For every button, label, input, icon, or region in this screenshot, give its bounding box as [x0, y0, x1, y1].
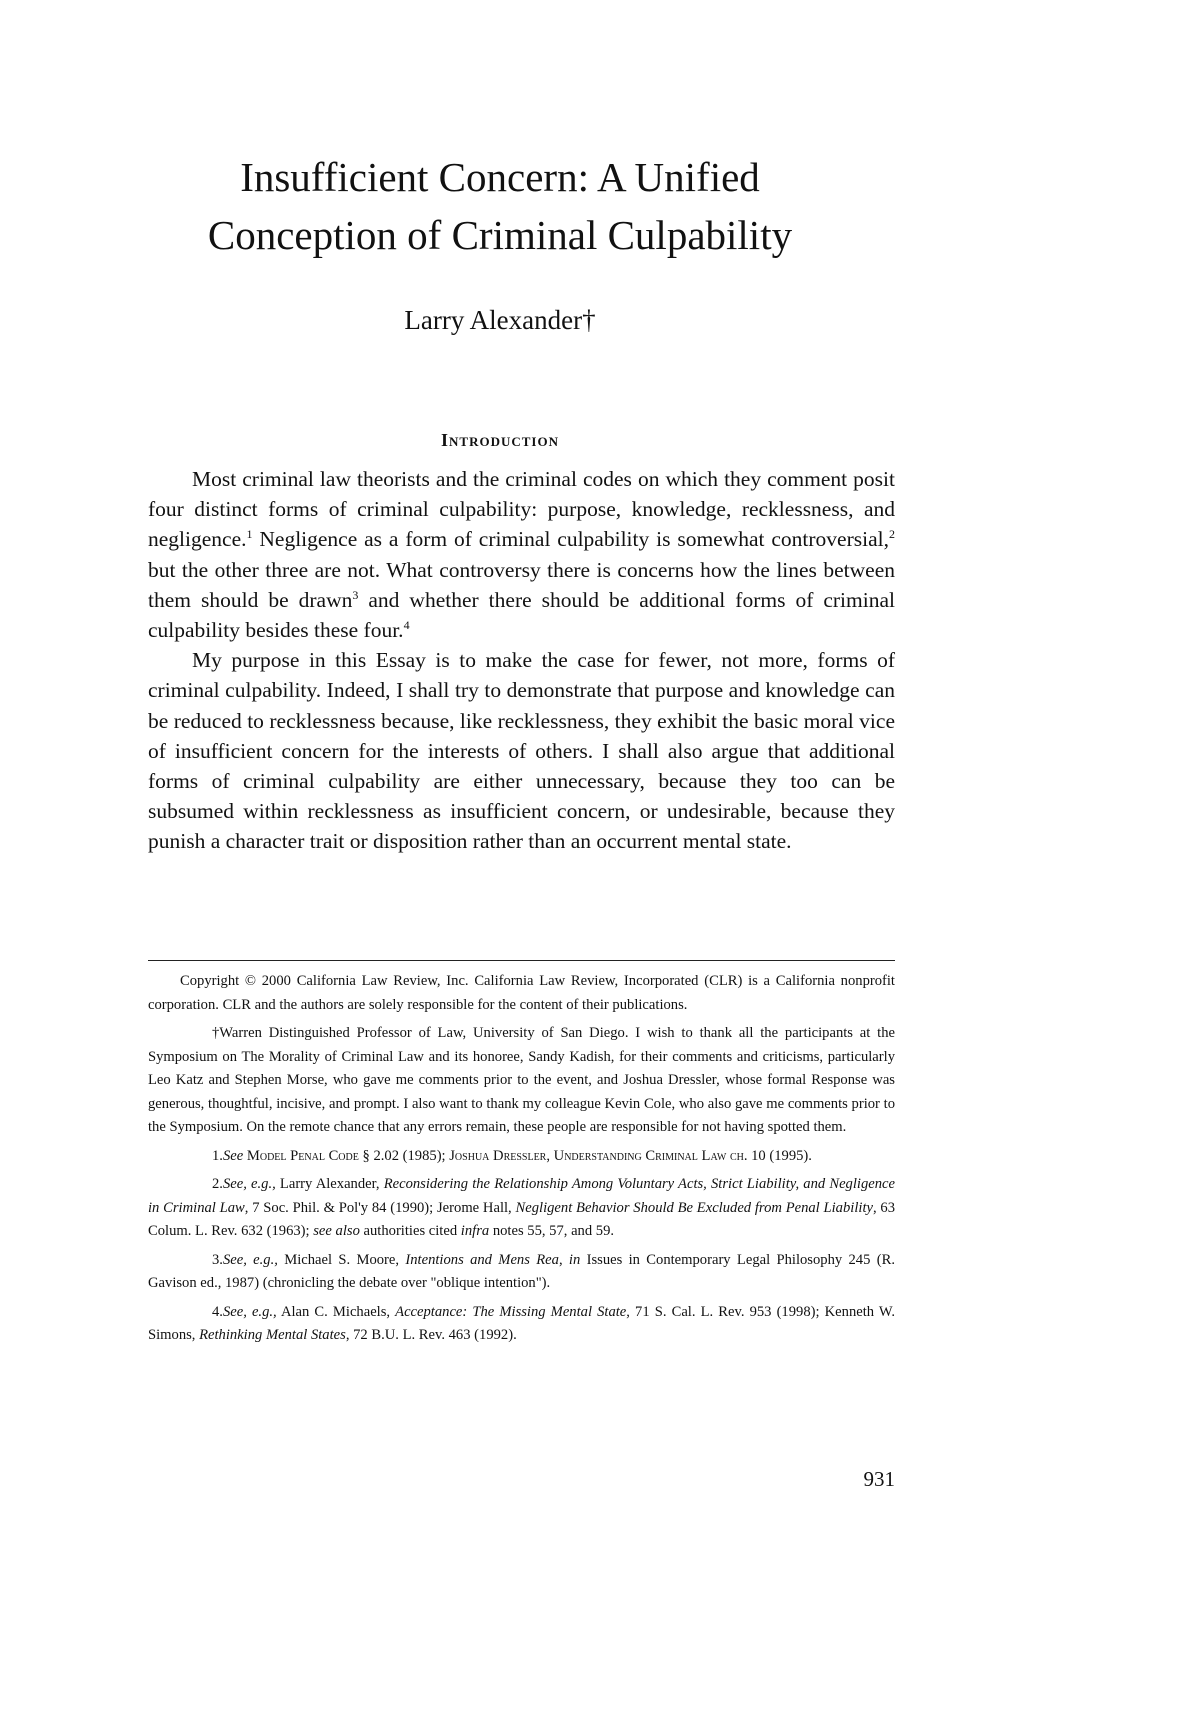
footnote-ref-4: 4 — [403, 617, 410, 632]
footnote-dagger — [148, 1022, 895, 1140]
footnote-ref-1: 1 — [246, 527, 253, 542]
author-byline — [100, 303, 900, 337]
footnote-1-number: 1. — [212, 1147, 223, 1164]
footnote-4-title-1: Acceptance: The Missing Mental State — [395, 1303, 627, 1320]
footnote-1-signal: See — [222, 1147, 244, 1164]
footnote-2-title-1: Reconsidering the Relationship Among Voluntary Acts, Strict Liability, and Negligence in Criminal Law — [148, 1176, 895, 1216]
footnote-2-text-i: notes 55, 57, and 59. — [489, 1223, 615, 1239]
footnote-2-signal: See, e.g., — [222, 1176, 276, 1192]
body-paragraph-2: My purpose in this Essay is to make the case for fewer, not more, forms of criminal culpability. Indeed, I shall try to demonstrate that purpose and knowledge can be reduced to recklessness because, like recklessness, they exhibit the basic moral vice of insufficient concern for the interests of others. I shall also argue that additional forms of criminal culpability are either unnecessary, because they too can be subsumed within recklessness as insufficient concern, or undesirable, because they punish a character trait or disposition rather than an occurrent mental state. — [148, 648, 895, 854]
section-heading-introduction: Introduction — [441, 430, 559, 450]
footnote-copyright: Copyright © 2000 California Law Review, Inc. California Law Review, Incorporated (CLR) is a California nonprofit corporation. CLR and the authors are solely responsible for the content of their publications. — [148, 973, 895, 1013]
footnote-3-text-c: , — [558, 1251, 569, 1268]
article-title-line-2: Conception of Criminal Culpability — [207, 212, 793, 258]
footnotes — [148, 970, 895, 1353]
footnote-3-number: 3. — [212, 1251, 223, 1268]
footnote-4-text-c: , 71 S. Cal. L. Rev. 953 (1998); Kenneth W. Simons, — [148, 1303, 895, 1343]
footnote-3-title: Intentions and Mens Rea — [405, 1251, 559, 1268]
footnote-4-text-e: , 72 B.U. L. Rev. 463 (1992). — [345, 1327, 517, 1343]
footnote-3-text-a: Michael S. Moore, — [277, 1251, 406, 1268]
footnote-2 — [148, 1173, 895, 1244]
body-paragraph-1-text-a: Most criminal law theorists and the criminal codes on which they comment posit four distinct forms of criminal culpability: purpose, knowledge, recklessness, and negligence. — [148, 467, 895, 552]
footnote-2-number: 2. — [212, 1176, 223, 1192]
author-footnote-mark: † — [582, 305, 596, 335]
footnote-3-text-e: Issues in Contemporary Legal Philosophy 245 (R. Gavison ed., 1987) (chronicling the debate over "oblique intention"). — [148, 1251, 895, 1291]
body-paragraph-1 — [148, 464, 895, 645]
footnote-dagger-text: Warren Distinguished Professor of Law, University of San Diego. I wish to thank all the participants at the Symposium on The Morality of Criminal Law and its honoree, Sandy Kadish, for their comments and criticisms, particularly Leo Katz and Stephen Morse, who gave me comments prior to the event, and Joshua Dressler, whose formal Response was generous, thoughtful, incisive, and prompt. I also want to thank my colleague Kevin Cole, who also gave me comments prior to the Symposium. On the remote chance that any errors remain, these people are responsible for not having spotted them. — [148, 1025, 895, 1135]
footnote-2-see-also: see also — [313, 1223, 360, 1239]
body-paragraph-1-text-c: but the other three are not. What controversy there is concerns how the lines between them should be drawn — [148, 557, 895, 612]
footnote-ref-3: 3 — [352, 587, 359, 602]
page-number: 931 — [863, 1467, 895, 1491]
article-title — [100, 148, 900, 264]
footnote-2-text-c: , 7 Soc. Phil. & Pol'y 84 (1990); Jerome Hall, — [244, 1199, 516, 1216]
footnote-2-text-e: , 63 Colum. L. Rev. 632 (1963); — [148, 1199, 896, 1239]
footnote-1-text: Model Penal Code § 2.02 (1985); Joshua Dressler, Understanding Criminal Law ch. 10 (1995). — [243, 1147, 812, 1164]
footnote-dagger-mark: † — [212, 1025, 220, 1041]
footnote-2-infra: infra — [460, 1223, 490, 1239]
footnote-2-text-a: Larry Alexander, — [275, 1176, 384, 1192]
body-paragraph-1-text-b: Negligence as a form of criminal culpability is somewhat controversial, — [252, 527, 889, 552]
body-text — [148, 464, 895, 857]
footnote-3-signal: See, e.g., — [222, 1251, 278, 1268]
footnote-4-text-a: Alan C. Michaels, — [276, 1303, 396, 1320]
footnote-2-title-2: Negligent Behavior Should Be Excluded from Penal Liability — [515, 1199, 873, 1216]
footnote-divider — [148, 960, 895, 961]
footnote-ref-2: 2 — [889, 527, 895, 542]
footnote-4-number: 4. — [212, 1303, 223, 1320]
footnote-3 — [148, 1249, 895, 1296]
footnote-4 — [148, 1301, 895, 1348]
footnote-4-title-2: Rethinking Mental States — [199, 1327, 346, 1343]
author-name: Larry Alexander — [404, 305, 583, 335]
footnote-2-text-g: authorities cited — [359, 1223, 461, 1239]
footnote-4-signal: See, e.g., — [222, 1303, 277, 1320]
footnote-3-in: in — [568, 1251, 581, 1268]
article-title-line-1: Insufficient Concern: A Unified — [240, 154, 760, 200]
footnote-1 — [148, 1145, 895, 1169]
body-paragraph-1-text-d: and whether there should be additional forms of criminal culpability besides these four. — [148, 587, 895, 643]
